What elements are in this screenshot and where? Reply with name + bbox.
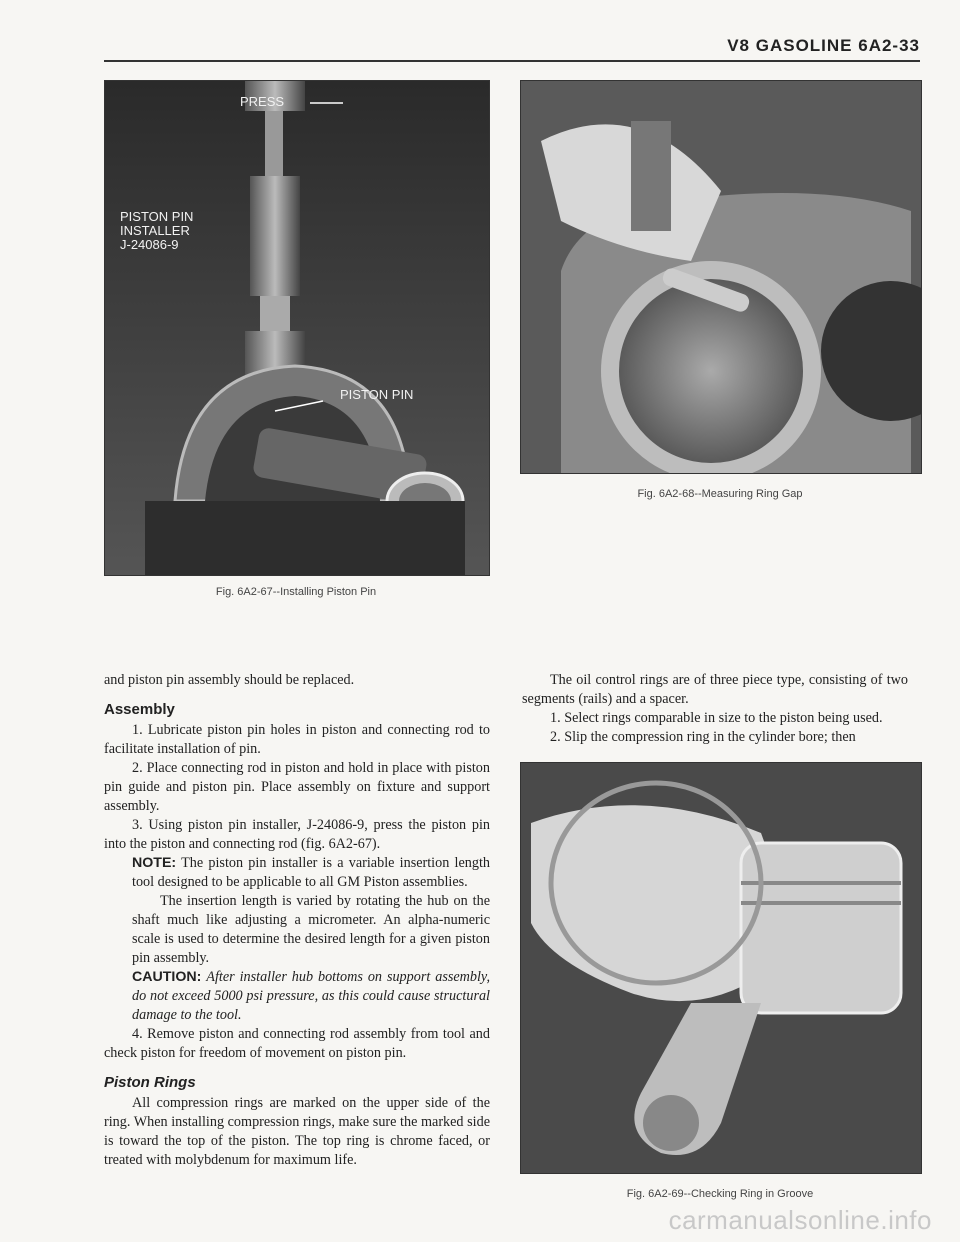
caution-paragraph	[104, 968, 490, 1025]
note-text: The piston pin installer is a variable insertion length tool designed to be applicable to all GM Piston assemblies.	[132, 855, 490, 890]
piston-rings-text: All compression rings are marked on the upper side of the ring. When installing compression rings, make sure the marked side is toward the top of the piston. The top ring is chrome faced, or treated with molybdenum for maximum life.	[104, 1095, 490, 1168]
note-paragraph	[104, 854, 490, 892]
callout-piston-pin: PISTON PIN	[340, 387, 414, 402]
step-4: 4. Remove piston and connecting rod assembly from tool and check piston for freedom of movement on piston pin.	[104, 1026, 490, 1061]
callout-installer	[120, 210, 193, 252]
caution-text: After installer hub bottoms on support assembly, do not exceed 5000 psi pressure, as this could cause structural damage to the tool.	[132, 969, 490, 1023]
callout-installer-line1: PISTON PIN	[120, 209, 194, 224]
figure-checking-ring-in-groove	[520, 762, 922, 1174]
ring-step-2: 2. Slip the compression ring in the cylinder bore; then	[550, 729, 856, 745]
oil-control-rings-text: The oil control rings are of three piece type, consisting of two segments (rails) and a spacer.	[522, 672, 908, 707]
figure-installing-piston-pin	[104, 80, 490, 576]
note-label: NOTE:	[132, 855, 177, 871]
callout-installer-line2: INSTALLER	[120, 223, 190, 238]
watermark: carmanualsonline.info	[668, 1205, 932, 1235]
intro-text: and piston pin assembly should be replaced.	[104, 672, 355, 688]
note-paragraph-2: The insertion length is varied by rotating the hub on the shaft much like adjusting a micrometer. An alpha-numeric scale is used to determine the desired length for a given piston pin assembly.	[132, 893, 490, 966]
step-2: 2. Place connecting rod in piston and hold in place with piston pin guide and piston pin. Place assembly on fixture and support assembly.	[104, 760, 490, 814]
figure-measuring-ring-gap	[520, 80, 922, 474]
page-header: V8 GASOLINE 6A2-33	[727, 36, 920, 55]
callout-installer-line3: J-24086-9	[120, 237, 179, 252]
caption-fig-69: Fig. 6A2-69--Checking Ring in Groove	[626, 1188, 814, 1200]
right-column	[522, 671, 908, 747]
step-1: 1. Lubricate piston pin holes in piston and connecting rod to facilitate installation of pin.	[104, 722, 490, 757]
caution-label: CAUTION:	[132, 969, 202, 985]
assembly-heading: Assembly	[104, 701, 175, 718]
caption-fig-68: Fig. 6A2-68--Measuring Ring Gap	[637, 488, 803, 500]
step-3: 3. Using piston pin installer, J-24086-9, press the piston pin into the piston and connecting rod (fig. 6A2-67).	[104, 817, 490, 852]
piston-rings-heading: Piston Rings	[104, 1074, 196, 1091]
ring-step-1: 1. Select rings comparable in size to the piston being used.	[550, 710, 883, 726]
header-rule	[104, 60, 920, 62]
caption-fig-67: Fig. 6A2-67--Installing Piston Pin	[215, 586, 377, 598]
callout-press: PRESS	[240, 94, 285, 109]
left-column	[104, 671, 490, 1170]
